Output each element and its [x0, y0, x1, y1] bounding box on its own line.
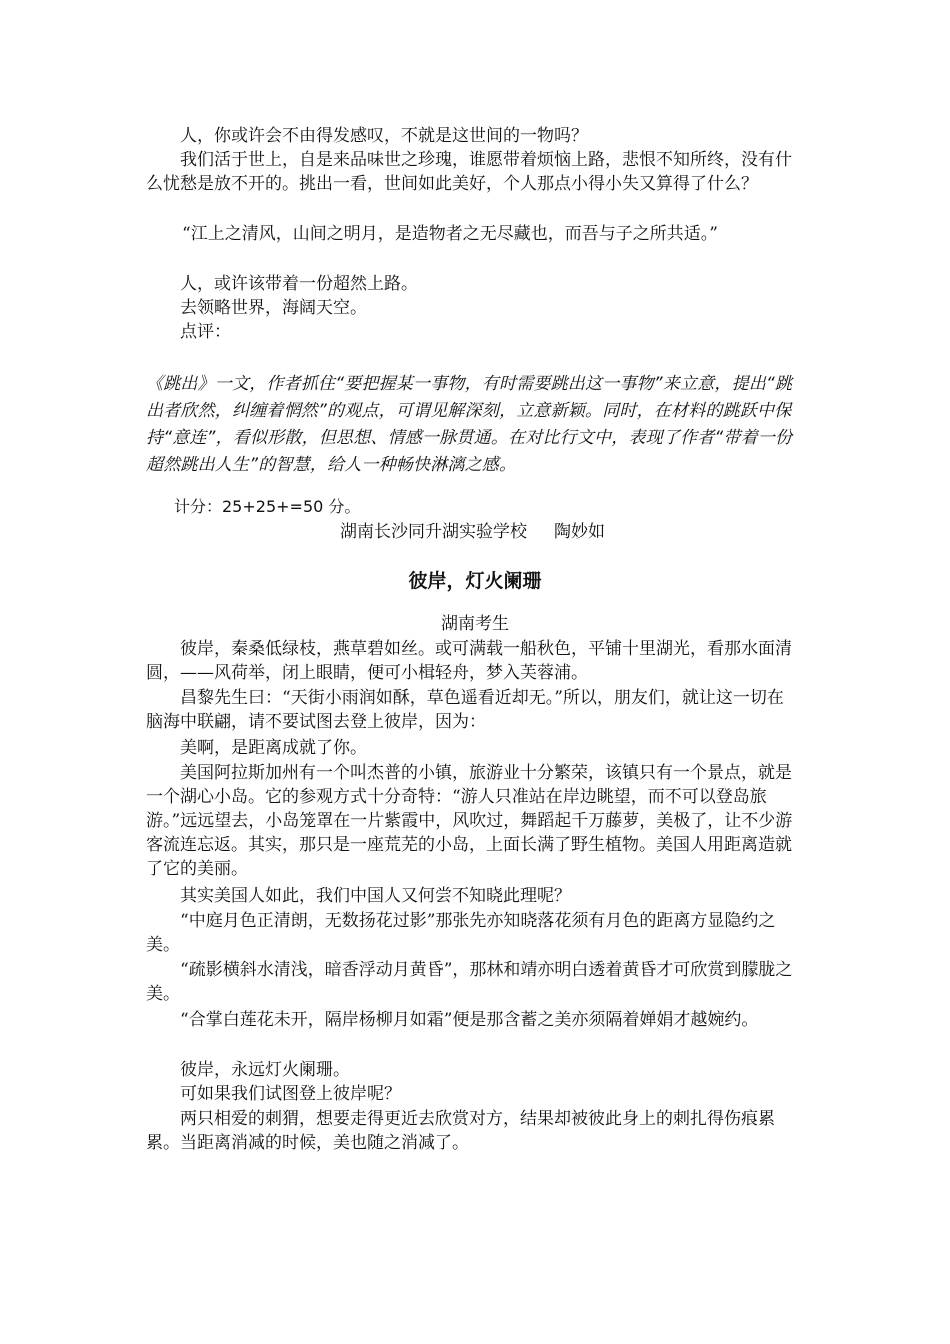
paragraph: 人，或许该带着一份超然上路。 — [180, 274, 418, 294]
score-line: 计分：25+25+=50 分。 — [174, 497, 361, 516]
quote-paragraph: “疏影横斜水清浅，暗香浮动月黄昏”，那林和靖亦明白透着黄昏才可欣赏到朦胧之美。 — [146, 960, 793, 1004]
paragraph: 人，你或许会不由得发感叹，不就是这世间的一物吗？ — [180, 126, 588, 146]
author-name: 陶妙如 — [554, 522, 606, 542]
quote-paragraph: “合掌白莲花未开，隔岸杨柳月如霜”便是那含蓄之美亦须隔着婵娟才越婉约。 — [180, 1010, 759, 1030]
paragraph: 可如果我们试图登上彼岸呢？ — [180, 1084, 401, 1104]
paragraph: 美国阿拉斯加州有一个叫杰普的小镇，旅游业十分繁荣，该镇只有一个景点，就是一个湖心小岛。它的参观方式十分奇特：“游人只准站在岸边眺望，而不可以登岛旅游。”远远望去，小岛笼罩在一片紫霞中，风吹过，舞蹈起千万藤萝，美极了，让不少游客流连忘返。其实，那只是一座荒芜的小岛，上面长满了野生植物。美国人用距离造就了它的美丽。 — [146, 763, 793, 879]
quote-paragraph: “江上之清风，山间之明月，是造物者之无尽藏也，而吾与子之所共适。” — [182, 224, 718, 244]
quote-paragraph: “中庭月色正清朗，无数扬花过影”那张先亦知晓落花须有月色的距离方显隐约之美。 — [146, 911, 776, 955]
paragraph: 我们活于世上，自是来品味世之珍瑰，谁愿带着烦恼上路，悲恨不知所终，没有什么忧愁是放不开的。挑出一看，世间如此美好，个人那点小得小失又算得了什么？ — [146, 150, 792, 194]
paragraph: 彼岸，秦桑低绿枝，燕草碧如丝。或可满载一船秋色，平铺十里湖光，看那水面清圆，——风荷举，闭上眼睛，便可小楫轻舟，梦入芙蓉浦。 — [146, 639, 792, 683]
essay-title: 彼岸，灯火阑珊 — [408, 570, 542, 592]
comment-heading: 点评： — [180, 322, 231, 342]
paragraph: 去领略世界，海阔天空。 — [180, 298, 367, 318]
paragraph: 美啊，是距离成就了你。 — [180, 738, 367, 758]
paragraph: 其实美国人如此，我们中国人又何尝不知晓此理呢？ — [180, 886, 571, 906]
paragraph: 彼岸，永远灯火阑珊。 — [180, 1060, 350, 1080]
comment-text: 《跳出》一文，作者抓住“要把握某一事物，有时需要跳出这一事物”来立意，提出“跳出者欣然，纠缠着惘然”的观点，可谓见解深刻，立意新颖。同时，在材料的跳跃中保持“意连”，看似形散，但思想、情感一脉贯通。在对比行文中，表现了作者“带着一份超然跳出人生”的智慧，给人一种畅快淋漓之感。 — [146, 374, 793, 475]
author-line — [340, 520, 605, 544]
paragraph: 两只相爱的刺猬，想要走得更近去欣赏对方，结果却被彼此身上的刺扎得伤痕累累。当距离消减的时候，美也随之消减了。 — [146, 1109, 775, 1153]
author-school: 湖南长沙同升湖实验学校 — [340, 522, 527, 542]
paragraph: 昌黎先生曰：“天街小雨润如酥，草色遥看近却无。”所以，朋友们，就让这一切在脑海中联翩，请不要试图去登上彼岸，因为： — [146, 688, 784, 732]
essay-byline: 湖南考生 — [441, 614, 509, 634]
